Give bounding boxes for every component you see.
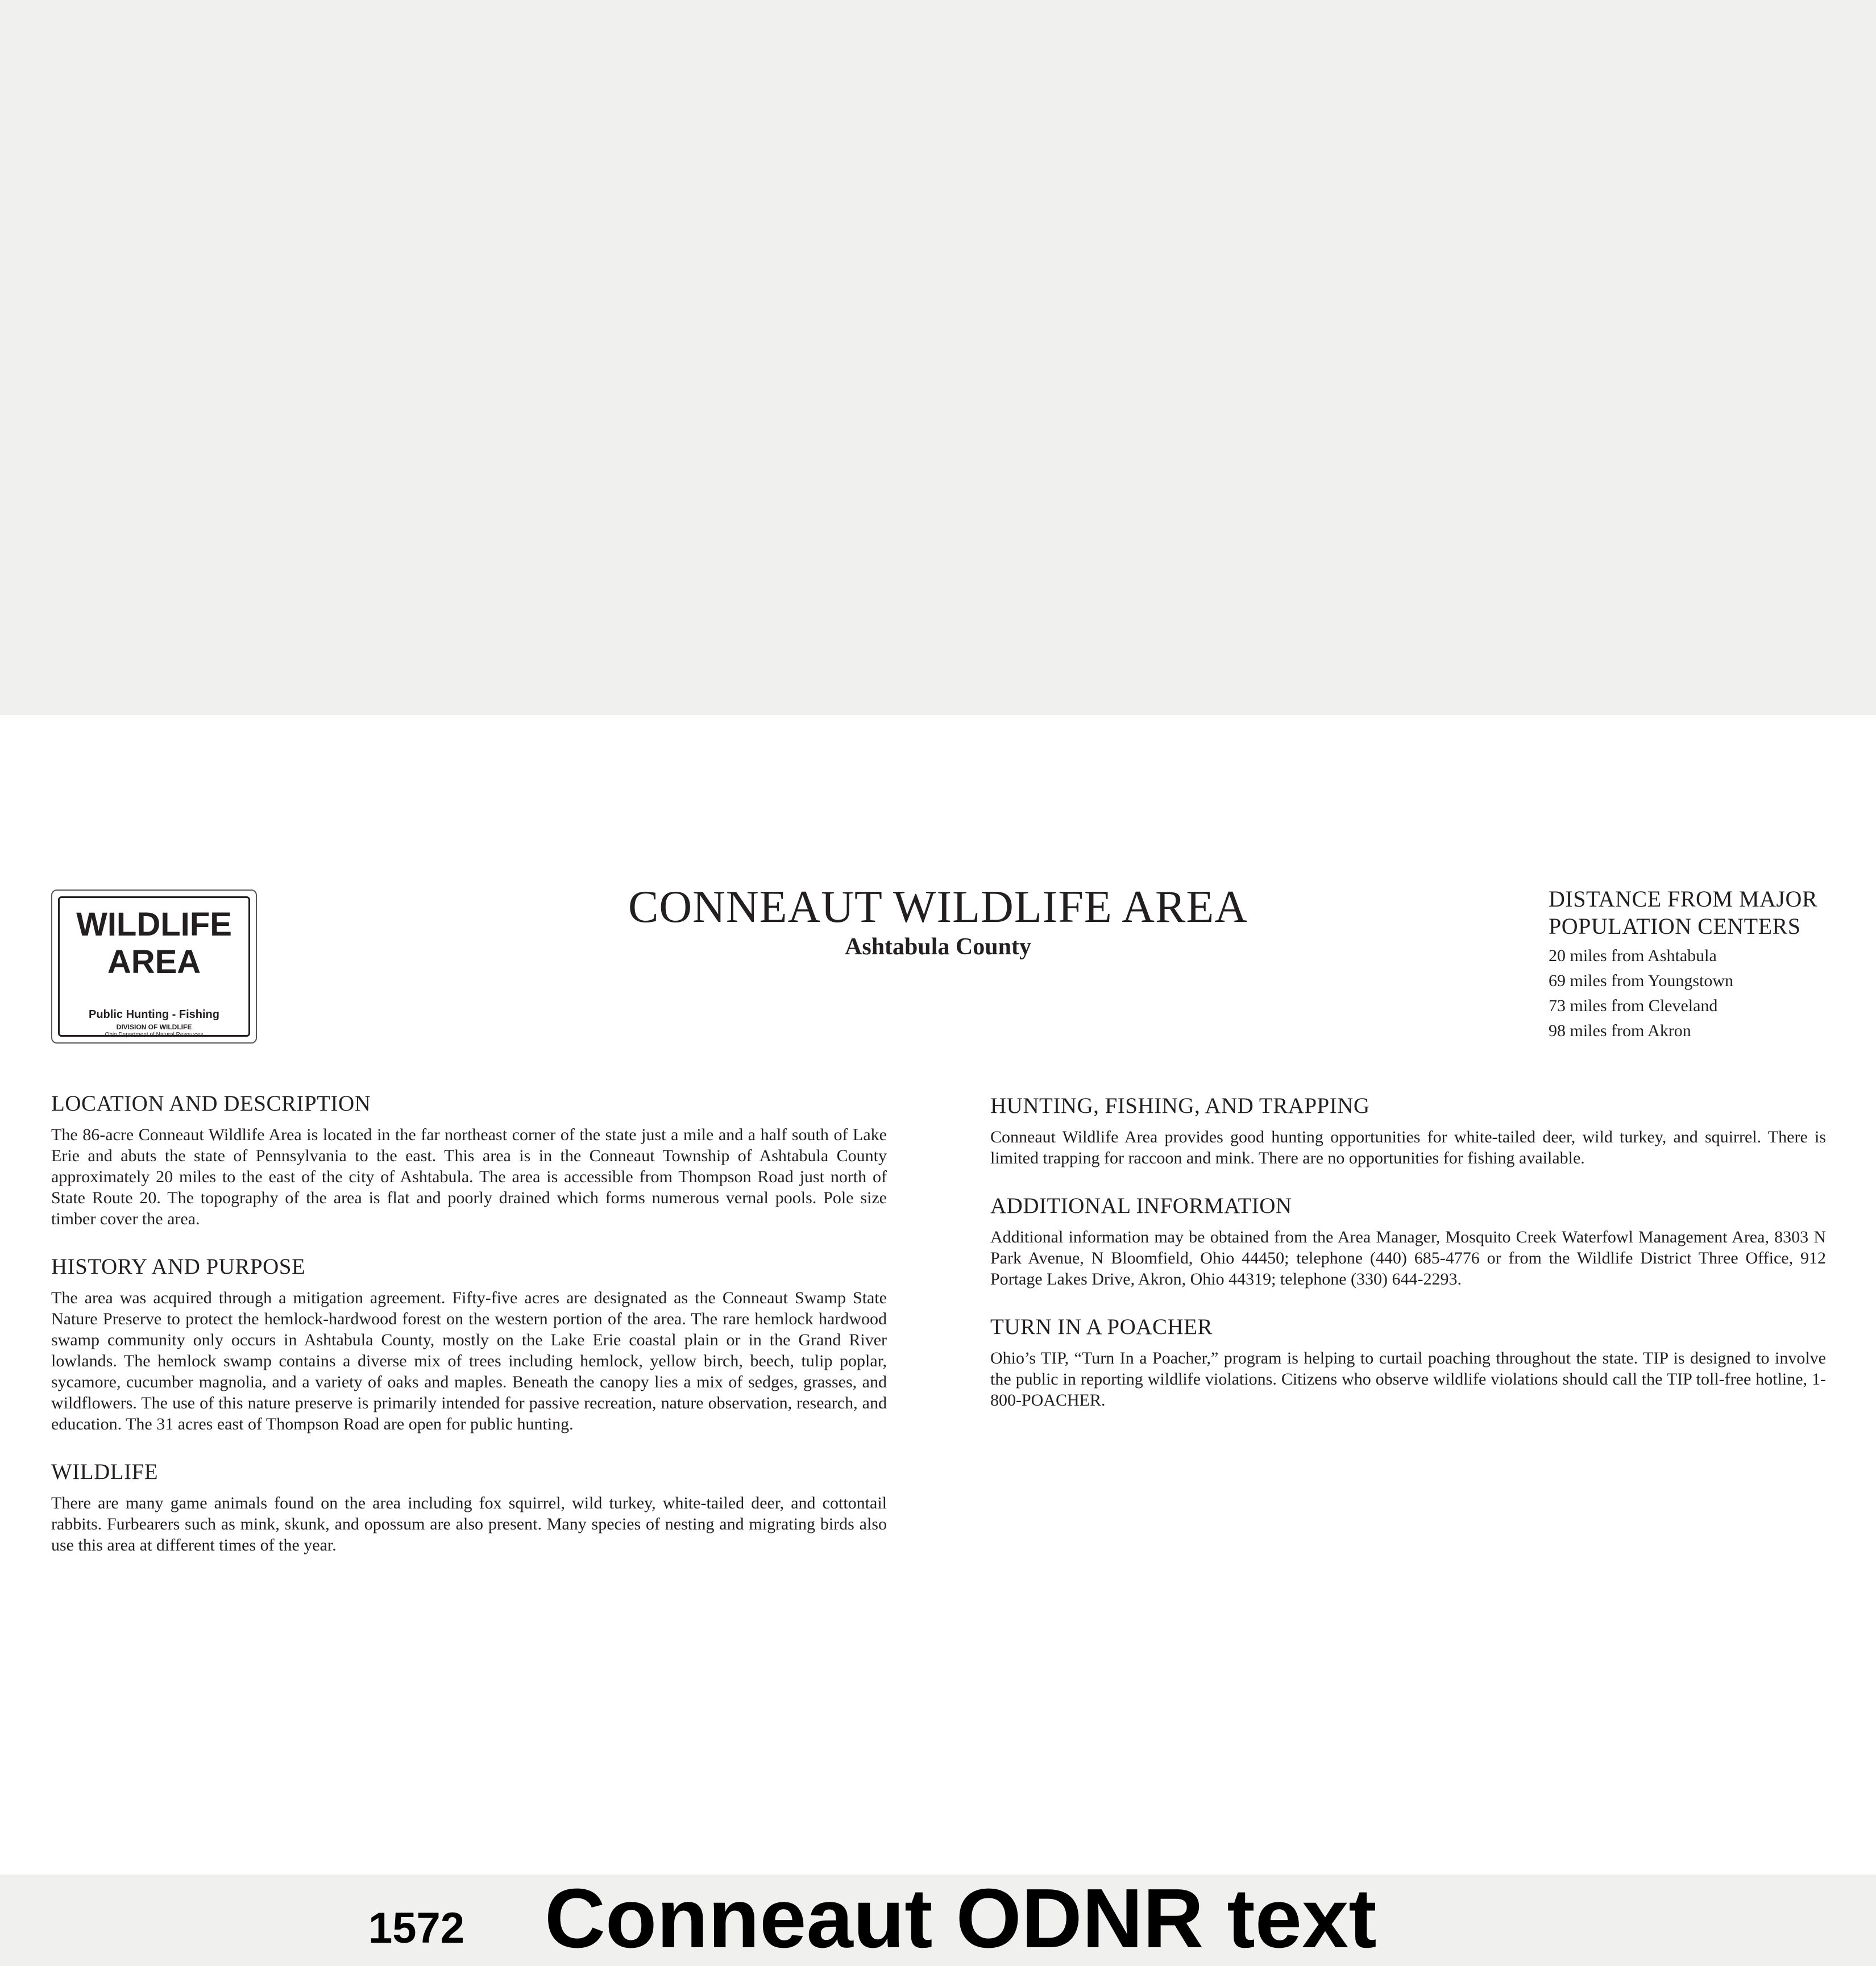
right-column: [990, 1092, 1826, 1435]
distance-item: 73 miles from Cleveland: [1549, 996, 1718, 1015]
section-body: Additional information may be obtained from the Area Manager, Mosquito Creek Waterfowl Management Area, 8303 N Park Avenue, N Bloomfield, Ohio 44450; telephone (440) 685-4776 or from the Wildlife District Three Office, 912 Portage Lakes Drive, Akron, Ohio 44319; telephone (330) 644-2293.: [990, 1228, 1826, 1289]
section-body: Ohio’s TIP, “Turn In a Poacher,” program is helping to curtail poaching throughout the state. TIP is designed to involve the public in reporting wildlife violations. Citizens who observe wildlife violations should call the TIP toll-free hotline, 1-800-POACHER.: [990, 1349, 1826, 1410]
sign-title: [60, 906, 248, 981]
page-title: CONNEAUT WILDLIFE AREA: [628, 882, 1248, 932]
footer-title: Conneaut ODNR text: [545, 1872, 1377, 1965]
section-hunting: [990, 1092, 1826, 1169]
section-heading: HUNTING, FISHING, AND TRAPPING: [990, 1094, 1370, 1118]
section-heading: TURN IN A POACHER: [990, 1315, 1213, 1339]
sign-title-line1: WILDLIFE: [76, 906, 232, 943]
sign-title-line2: AREA: [107, 943, 201, 980]
section-location: [51, 1090, 887, 1229]
distance-heading-line1: DISTANCE FROM MAJOR: [1549, 886, 1818, 912]
left-column: [51, 1090, 887, 1580]
section-additional-info: [990, 1192, 1826, 1290]
sign-department: Ohio Department of Natural Resources: [105, 1032, 204, 1038]
top-blank-band: [0, 0, 1876, 715]
sign-subtitle: Public Hunting - Fishing: [89, 1008, 219, 1021]
section-heading: HISTORY AND PURPOSE: [51, 1254, 306, 1279]
distance-item: 20 miles from Ashtabula: [1549, 946, 1717, 965]
footer-page-number: 1572: [368, 1904, 465, 1952]
section-body: The 86-acre Conneaut Wildlife Area is located in the far northeast corner of the state just a mile and a half south of Lake Erie and abuts the state of Pennsylvania to the east. This area is in the Conneaut Township of Ashtabula County approximately 20 miles to the east of the city of Ashtabula. The area is accessible from Thompson Road just north of State Route 20. The topography of the area is flat and poorly drained which forms numerous vernal pools. Pole size timber cover the area.: [51, 1125, 887, 1228]
section-body: There are many game animals found on the area including fox squirrel, wild turkey, white-tailed deer, and cottontail rabbits. Furbearers such as mink, skunk, and opossum are also present. Many species of nesting and migrating birds also use this area at different times of the year.: [51, 1494, 887, 1554]
sign-border: [58, 896, 250, 1037]
section-heading: LOCATION AND DESCRIPTION: [51, 1091, 371, 1116]
distance-item: 98 miles from Akron: [1549, 1021, 1691, 1040]
section-history: [51, 1253, 887, 1435]
distance-item: 69 miles from Youngstown: [1549, 971, 1734, 990]
section-wildlife: [51, 1458, 887, 1556]
distance-heading-line2: POPULATION CENTERS: [1549, 913, 1801, 939]
page-subtitle: Ashtabula County: [845, 934, 1031, 960]
distance-heading: [1549, 886, 1856, 940]
wildlife-area-sign: [51, 890, 257, 1044]
section-heading: ADDITIONAL INFORMATION: [990, 1194, 1292, 1218]
section-body: Conneaut Wildlife Area provides good hunting opportunities for white-tailed deer, wild turkey, and squirrel. There is limited trapping for raccoon and mink. There are no opportunities for fishing available.: [990, 1128, 1826, 1167]
section-poacher: [990, 1314, 1826, 1411]
sign-division: DIVISION OF WILDLIFE: [116, 1023, 192, 1031]
section-body: The area was acquired through a mitigation agreement. Fifty-five acres are designated as the Conneaut Swamp State Nature Preserve to protect the hemlock-hardwood forest on the western portion of the area. The rare hemlock hardwood swamp community only occurs in Ashtabula County, mostly on the Lake Erie coastal plain or in the Grand River lowlands. The hemlock swamp contains a diverse mix of trees including hemlock, yellow birch, beech, tulip poplar, sycamore, cucumber magnolia, and a variety of oaks and maples. Beneath the canopy lies a mix of sedges, grasses, and wildflowers. The use of this nature preserve is primarily intended for passive recreation, nature observation, research, and education. The 31 acres east of Thompson Road are open for public hunting.: [51, 1289, 887, 1433]
section-heading: WILDLIFE: [51, 1460, 159, 1484]
distance-panel: [1549, 886, 1856, 1044]
